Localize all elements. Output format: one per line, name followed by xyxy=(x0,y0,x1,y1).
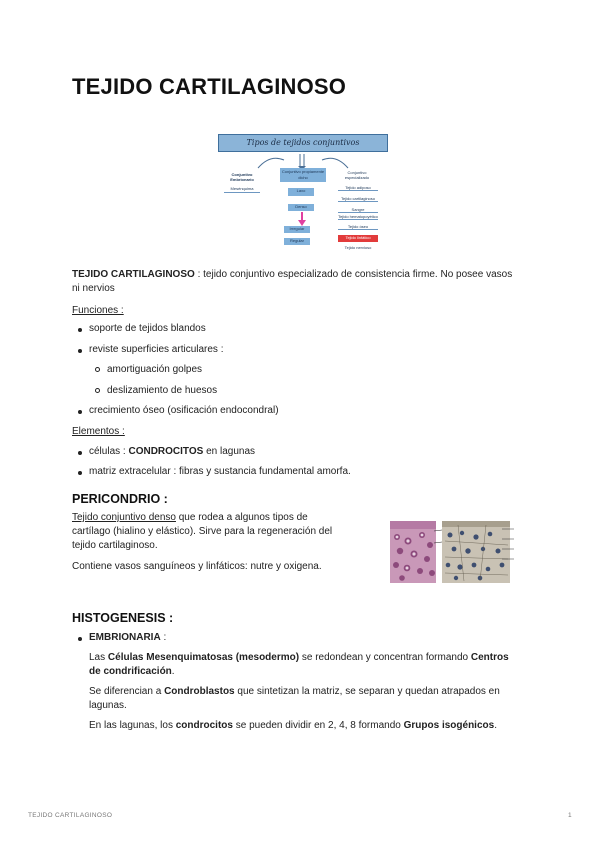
diagram-right-item: Tejido adiposo xyxy=(338,185,378,191)
sub-bullet-icon xyxy=(95,367,100,372)
p2-text: lagunas. xyxy=(89,700,127,711)
diagram-heading: Tipos de tejidos conjuntivos xyxy=(218,134,388,152)
diagram-left-label: Conjuntivo Embrionario xyxy=(230,172,254,182)
footer-title: TEJIDO CARTILAGINOSO xyxy=(28,812,113,819)
funcion-item: crecimiento óseo (osificación endocondral) xyxy=(89,405,279,416)
p2-text: que sintetizan la matriz, se separan y quedan atrapados en xyxy=(234,686,500,697)
funcion-item: reviste superficies articulares : xyxy=(89,344,224,355)
intro-definition: : tejido conjuntivo especializado de consistencia firme. No posee vasos xyxy=(194,269,513,280)
histogenesis-paragraph-3 xyxy=(89,719,529,733)
p1-text: . xyxy=(171,666,175,677)
bullet-icon xyxy=(78,410,82,414)
cells-term: CONDROCITOS xyxy=(128,446,204,457)
p2-text: Se diferencian a xyxy=(89,686,165,697)
bullet-icon xyxy=(78,637,82,641)
page-title: TEJIDO CARTILAGINOSO xyxy=(72,74,347,99)
pericondrio-heading: PERICONDRIO : xyxy=(72,492,168,506)
intro-term: TEJIDO CARTILAGINOSO xyxy=(72,269,195,280)
diagram-right-item: Tejido cartilaginoso xyxy=(338,196,378,202)
elemento-item-cells xyxy=(89,445,255,459)
p1-term: Centros xyxy=(470,652,509,663)
bullet-icon xyxy=(78,349,82,353)
page-number: 1 xyxy=(568,812,572,819)
diagram-right-item: Tejido hematopoyético xyxy=(338,214,378,219)
diagram-center-item: Denso xyxy=(288,204,314,211)
intro-definition-cont: ni nervios xyxy=(72,283,115,294)
p1-term: Células Mesenquimatosas (mesodermo) xyxy=(107,652,300,663)
histogenesis-heading: HISTOGENESIS : xyxy=(72,611,174,625)
p2-term: Condroblastos xyxy=(164,686,235,697)
pericondrio-term: Tejido conjuntivo denso xyxy=(72,512,176,523)
diagram-left-item: Mesénquima xyxy=(230,186,254,191)
diagram-right-item-highlight: Tejido linfático xyxy=(338,235,378,242)
diagram-down-arrow xyxy=(298,212,306,226)
p3-text: . xyxy=(494,720,497,731)
p3-text: En las lagunas, los xyxy=(89,720,176,731)
p1-text: Las xyxy=(89,652,108,663)
histology-image xyxy=(390,521,518,583)
connective-tissue-diagram xyxy=(218,134,390,252)
bullet-icon xyxy=(78,328,82,332)
embrionaria-label: EMBRIONARIA xyxy=(89,632,161,643)
funciones-heading: Funciones : xyxy=(72,305,124,316)
histogenesis-paragraph-1 xyxy=(89,651,529,679)
diagram-right-label: Conjuntivo especializado xyxy=(344,170,370,180)
intro-paragraph xyxy=(72,268,532,296)
p3-term: Grupos isogénicos xyxy=(403,720,495,731)
diagram-right-footer: Tejido nervioso xyxy=(344,245,372,250)
elementos-heading: Elementos : xyxy=(72,426,125,437)
histogenesis-item xyxy=(89,631,166,645)
p3-term: condrocitos xyxy=(175,720,233,731)
elemento-item-matrix: matriz extracelular : fibras y sustancia fundamental amorfa. xyxy=(89,466,351,477)
p1-text: se redondean y concentran formando xyxy=(299,652,471,663)
funcion-item: soporte de tejidos blandos xyxy=(89,323,206,334)
p1-term: de condrificación xyxy=(89,666,172,677)
diagram-right-item: Sangre xyxy=(338,207,378,213)
diagram-center-item: Laxo xyxy=(288,188,314,196)
pericondrio-text: que rodea a algunos tipos de xyxy=(175,512,308,523)
embrionaria-colon: : xyxy=(160,632,167,643)
pericondrio-text: cartílago (hialino y elástico). Sirve para la regeneración del xyxy=(72,526,333,537)
sub-bullet-icon xyxy=(95,388,100,393)
funcion-subitem: amortiguación golpes xyxy=(107,364,203,375)
histogenesis-paragraph-2 xyxy=(89,685,529,713)
cells-suffix: en lagunas xyxy=(203,446,256,457)
bullet-icon xyxy=(78,471,82,475)
bullet-icon xyxy=(78,451,82,455)
pericondrio-paragraph-2: Contiene vasos sanguíneos y linfáticos: nutre y oxigena. xyxy=(72,561,322,572)
diagram-center-item: Irregular xyxy=(284,226,310,233)
funcion-subitem: deslizamiento de huesos xyxy=(107,385,218,396)
pericondrio-text: tejido cartilaginoso. xyxy=(72,540,158,551)
cells-prefix: células : xyxy=(89,446,129,457)
pericondrio-paragraph xyxy=(72,511,362,553)
diagram-center-label: Conjuntivo propiamente dicho xyxy=(281,169,325,180)
p3-text: se pueden dividir en 2, 4, 8 formando xyxy=(232,720,404,731)
diagram-center-item: Regular xyxy=(284,238,310,245)
diagram-right-item: Tejido óseo xyxy=(338,224,378,230)
